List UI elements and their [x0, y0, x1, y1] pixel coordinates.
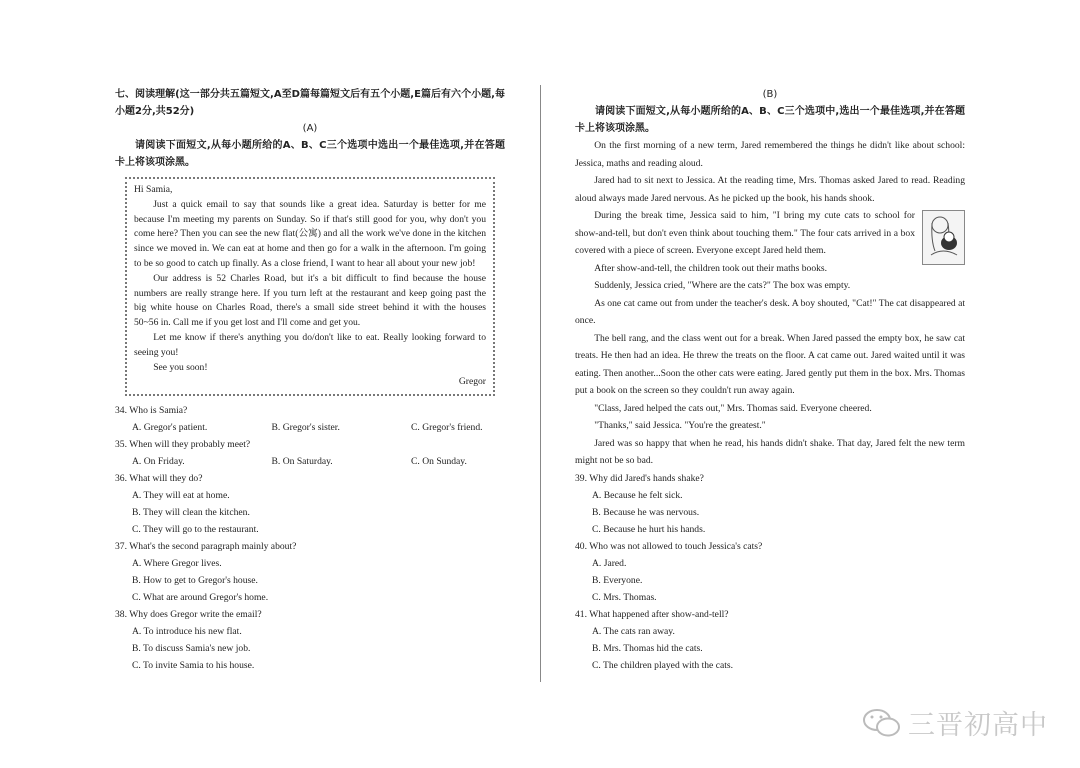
- email-greeting: Hi Samia,: [134, 184, 173, 195]
- question-stem: 34. Who is Samia?: [115, 405, 188, 417]
- answer-option: C. The children played with the cats.: [592, 659, 734, 671]
- passage-paragraph: "Thanks," said Jessica. "You're the greatest.": [594, 420, 766, 431]
- questions-a: [115, 402, 505, 674]
- column-divider: [540, 85, 541, 682]
- answer-option: B. They will clean the kitchen.: [132, 507, 250, 519]
- passage-b-text: [575, 137, 965, 470]
- watermark: [862, 703, 1048, 742]
- email-paragraph: See you soon!: [153, 361, 208, 373]
- passage-paragraph: Jared had to sit next to Jessica. At the reading time, Mrs. Thomas asked Jared to read. Reading aloud always made Jared nervous. As he picked up the book, his hands shook.: [575, 175, 965, 204]
- passage-b-title: (B): [762, 89, 778, 100]
- answer-options-row: [115, 419, 505, 436]
- questions-b: [575, 470, 965, 674]
- question-stem: 35. When will they probably meet?: [115, 439, 251, 451]
- section-header: 七、阅读理解(这一部分共五篇短文,A至D篇每篇短文后有五个小题,E篇后有六个小题,每小题2分,共52分): [115, 89, 505, 117]
- answer-option: B. On Saturday.: [271, 456, 333, 468]
- girl-with-cat-illustration: [922, 210, 965, 265]
- watermark-text: 三晋初高中: [908, 710, 1048, 741]
- passage-paragraph: "Class, Jared helped the cats out," Mrs. Thomas said. Everyone cheered.: [594, 402, 872, 414]
- answer-option: B. Because he was nervous.: [592, 506, 700, 518]
- answer-option: A. Jared.: [592, 557, 627, 569]
- passage-b-instruction: 请阅读下面短文,从每小题所给的A、B、C三个选项中,选出一个最佳选项,并在答题卡上将该项涂黑。: [575, 106, 965, 134]
- answer-option: B. Mrs. Thomas hid the cats.: [592, 642, 703, 654]
- question-stem: 39. Why did Jared's hands shake?: [575, 472, 704, 484]
- passage-paragraph: On the first morning of a new term, Jared remembered the things he didn't like about school: Jessica, maths and reading aloud.: [575, 140, 965, 169]
- email-paragraph: Just a quick email to say that sounds like a great idea. Saturday is better for me because I'm meeting my parents on Sunday. So if that's still good for you, why don't you come here? Then you can see the new flat(公寓) and all the work we've done in the kitchen since we moved in. We can eat at home and then go for a walk in the afternoon. I'm going to be so good to catch up finally. As a close friend, I want to hear all about your new job!: [134, 198, 486, 269]
- answer-option: C. On Sunday.: [411, 456, 467, 468]
- answer-option: A. They will eat at home.: [132, 490, 230, 502]
- answer-option: C. Mrs. Thomas.: [592, 591, 657, 603]
- answer-option: A. Gregor's patient.: [132, 422, 208, 434]
- right-column: [575, 86, 965, 674]
- answer-option: B. How to get to Gregor's house.: [132, 575, 258, 587]
- answer-option: B. Everyone.: [592, 574, 643, 586]
- passage-paragraph: Jared was so happy that when he read, his hands didn't shake. That day, Jared felt the new term might not be so bad.: [575, 437, 965, 466]
- question-stem: 36. What will they do?: [115, 473, 203, 485]
- question-stem: 40. Who was not allowed to touch Jessica's cats?: [575, 540, 763, 552]
- answer-options-row: [115, 453, 505, 470]
- passage-paragraph: After show-and-tell, the children took out their maths books.: [594, 262, 828, 274]
- answer-option: A. To introduce his new flat.: [132, 626, 242, 638]
- answer-option: C. Because he hurt his hands.: [592, 523, 706, 535]
- passage-paragraph: The bell rang, and the class went out for a break. When Jared passed the empty box, he saw cat treats. He then had an idea. He threw the treats on the floor. A cat came out. Jared waited until it was eating. Then another...Soon the other cats were eating. Jared gently put them in the box. Mrs. Thomas put a book on the screen so they couldn't run away again.: [575, 332, 965, 396]
- question-stem: 37. What's the second paragraph mainly about?: [115, 541, 297, 553]
- passage-a-title: (A): [302, 123, 318, 134]
- question-stem: 41. What happened after show-and-tell?: [575, 608, 729, 620]
- wechat-icon: [862, 707, 902, 739]
- passage-paragraph: Suddenly, Jessica cried, "Where are the cats?" The box was empty.: [594, 280, 851, 291]
- left-column: [115, 86, 505, 674]
- answer-option: C. Gregor's friend.: [411, 422, 483, 434]
- answer-option: C. They will go to the restaurant.: [132, 524, 259, 536]
- question-stem: 38. Why does Gregor write the email?: [115, 609, 262, 621]
- email-box: [125, 177, 495, 396]
- passage-paragraph: As one cat came out from under the teacher's desk. A boy shouted, "Cat!" The cat disappeared at once.: [575, 297, 965, 326]
- passage-paragraph: During the break time, Jessica said to him, "I bring my cute cats to school for show-and-tell, but don't even think about touching them." The four cats arrived in a box covered with a piece of screen. Everyone except Jared held them.: [575, 210, 915, 256]
- passage-a-instruction: 请阅读下面短文,从每小题所给的A、B、C三个选项中选出一个最佳选项,并在答题卡上将该项涂黑。: [115, 140, 505, 168]
- answer-option: B. Gregor's sister.: [271, 422, 340, 434]
- email-signature: Gregor: [458, 376, 486, 388]
- email-paragraph: Let me know if there's anything you do/don't like to eat. Really looking forward to seeing you!: [134, 331, 486, 358]
- answer-option: C. To invite Samia to his house.: [132, 660, 255, 672]
- answer-option: A. The cats ran away.: [592, 625, 675, 637]
- answer-option: A. Where Gregor lives.: [132, 558, 222, 570]
- answer-option: A. Because he felt sick.: [592, 489, 683, 501]
- answer-option: C. What are around Gregor's home.: [132, 592, 269, 604]
- answer-option: B. To discuss Samia's new job.: [132, 643, 251, 655]
- email-paragraph: Our address is 52 Charles Road, but it's a bit difficult to find because the house numbers are really strange here. If you turn left at the restaurant and keep going past the big white house on Charles Road, there's a small side street behind it with the houses 50~56 in. Call me if you get lost and I'll come and get you.: [134, 272, 486, 329]
- answer-option: A. On Friday.: [132, 456, 185, 468]
